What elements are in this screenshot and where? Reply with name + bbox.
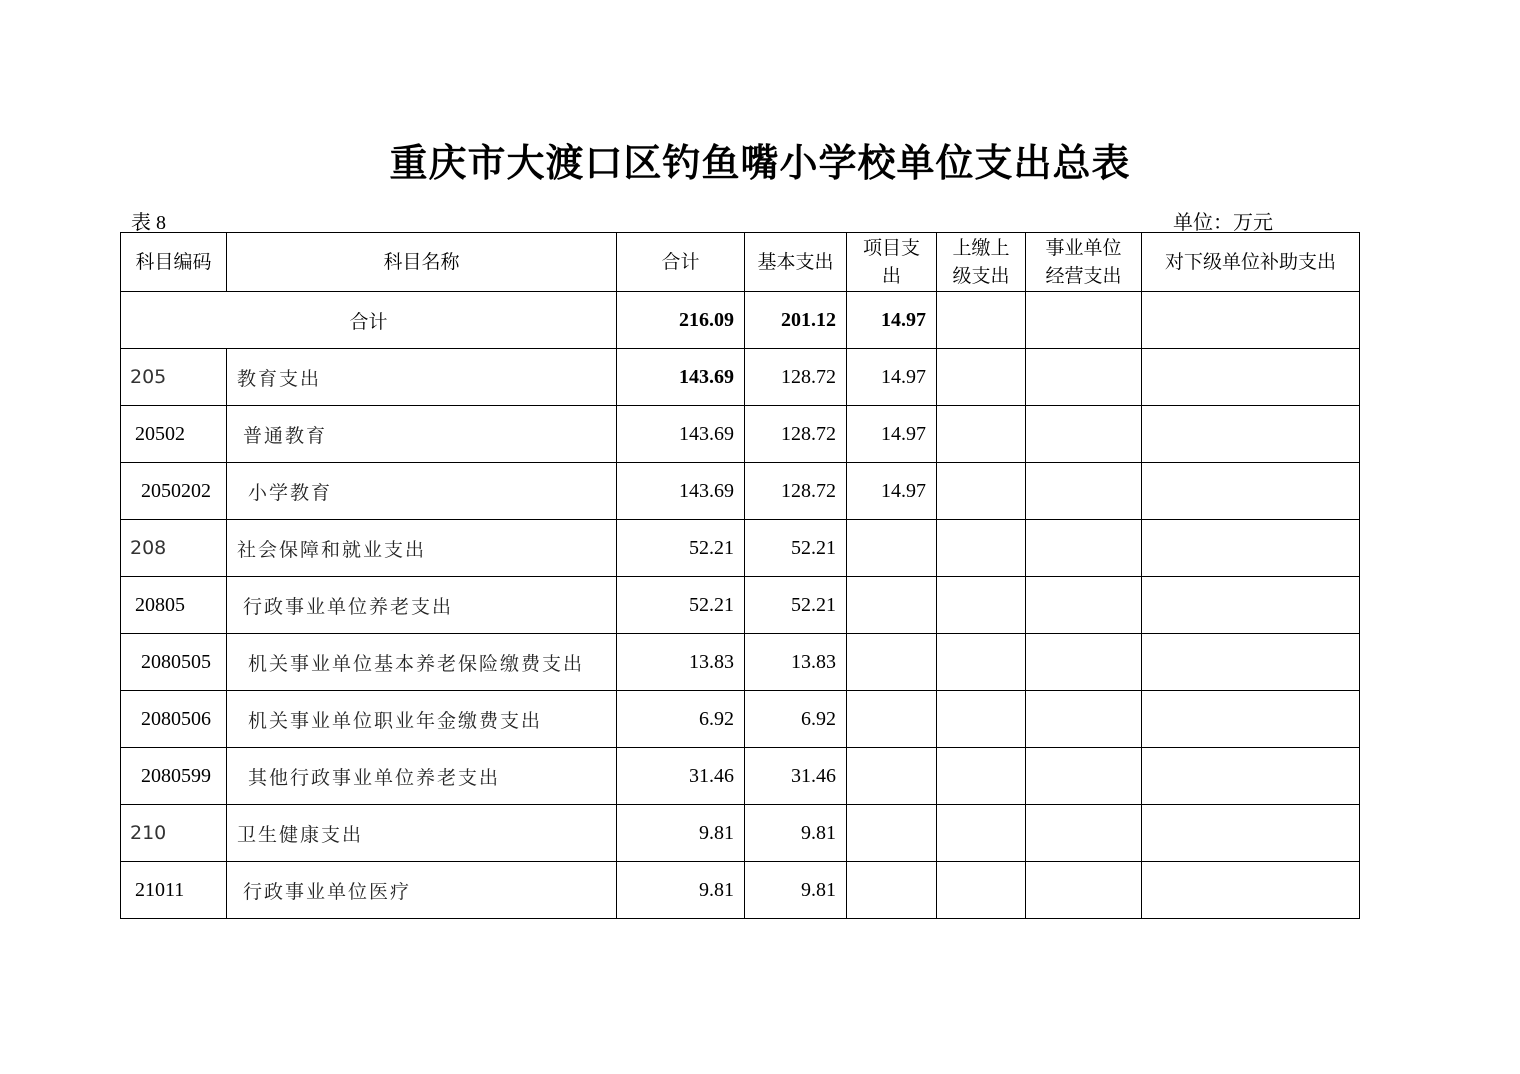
total-cell: 9.81 [617, 805, 745, 862]
total-row [121, 292, 1360, 349]
total-cell: 52.21 [617, 577, 745, 634]
subject-code-cell: 2050202 [121, 463, 227, 520]
upper-cell [937, 748, 1026, 805]
subject-code-cell: 20502 [121, 406, 227, 463]
subsidy-cell [1142, 748, 1360, 805]
business-cell [1026, 520, 1142, 577]
upper-cell [937, 463, 1026, 520]
header-total: 合计 [617, 233, 745, 292]
table-row [121, 349, 1360, 406]
header-upper: 上缴上级支出 [937, 233, 1026, 292]
total-upper-cell [937, 292, 1026, 349]
basic-cell: 128.72 [745, 463, 847, 520]
basic-cell: 9.81 [745, 805, 847, 862]
project-cell: 14.97 [847, 349, 937, 406]
subject-code-cell: 2080506 [121, 691, 227, 748]
upper-cell [937, 862, 1026, 919]
subject-code-cell: 2080505 [121, 634, 227, 691]
subsidy-cell [1142, 691, 1360, 748]
business-cell [1026, 862, 1142, 919]
basic-cell: 13.83 [745, 634, 847, 691]
subject-name-cell: 机关事业单位职业年金缴费支出 [227, 691, 617, 748]
project-cell [847, 862, 937, 919]
total-cell: 6.92 [617, 691, 745, 748]
table-row [121, 463, 1360, 520]
project-cell [847, 520, 937, 577]
basic-cell: 31.46 [745, 748, 847, 805]
business-cell [1026, 463, 1142, 520]
subsidy-cell [1142, 862, 1360, 919]
subject-code-cell: 205 [121, 349, 227, 406]
table-row [121, 634, 1360, 691]
business-cell [1026, 691, 1142, 748]
total-basic-cell: 201.12 [745, 292, 847, 349]
upper-cell [937, 634, 1026, 691]
subject-code-cell: 20805 [121, 577, 227, 634]
table-row [121, 406, 1360, 463]
table-row [121, 691, 1360, 748]
expenditure-table [120, 232, 1360, 919]
subject-name-cell: 普通教育 [227, 406, 617, 463]
total-cell: 143.69 [617, 463, 745, 520]
total-cell: 13.83 [617, 634, 745, 691]
unit-label: 单位：万元 [1173, 212, 1273, 234]
table-number: 表 8 [131, 212, 166, 234]
project-cell [847, 691, 937, 748]
upper-cell [937, 349, 1026, 406]
subsidy-cell [1142, 349, 1360, 406]
basic-cell: 9.81 [745, 862, 847, 919]
table-row [121, 520, 1360, 577]
subsidy-cell [1142, 577, 1360, 634]
project-cell [847, 748, 937, 805]
header-name: 科目名称 [227, 233, 617, 292]
total-cell: 31.46 [617, 748, 745, 805]
subject-code-cell: 210 [121, 805, 227, 862]
upper-cell [937, 577, 1026, 634]
table-row [121, 748, 1360, 805]
subsidy-cell [1142, 805, 1360, 862]
subject-name-cell: 行政事业单位养老支出 [227, 577, 617, 634]
total-cell: 143.69 [617, 406, 745, 463]
project-cell: 14.97 [847, 406, 937, 463]
header-project: 项目支出 [847, 233, 937, 292]
upper-cell [937, 406, 1026, 463]
business-cell [1026, 748, 1142, 805]
business-cell [1026, 577, 1142, 634]
business-cell [1026, 805, 1142, 862]
header-business: 事业单位经营支出 [1026, 233, 1142, 292]
basic-cell: 6.92 [745, 691, 847, 748]
total-cell: 143.69 [617, 349, 745, 406]
basic-cell: 52.21 [745, 577, 847, 634]
upper-cell [937, 520, 1026, 577]
page-title: 重庆市大渡口区钓鱼嘴小学校单位支出总表 [389, 140, 1131, 185]
subject-name-cell: 行政事业单位医疗 [227, 862, 617, 919]
subject-name-cell: 小学教育 [227, 463, 617, 520]
subject-name-cell: 其他行政事业单位养老支出 [227, 748, 617, 805]
total-business-cell [1026, 292, 1142, 349]
project-cell: 14.97 [847, 463, 937, 520]
basic-cell: 52.21 [745, 520, 847, 577]
subsidy-cell [1142, 406, 1360, 463]
table-row [121, 862, 1360, 919]
subsidy-cell [1142, 634, 1360, 691]
subject-name-cell: 教育支出 [227, 349, 617, 406]
project-cell [847, 805, 937, 862]
subject-code-cell: 2080599 [121, 748, 227, 805]
table-row [121, 577, 1360, 634]
total-label: 合计 [121, 292, 617, 349]
subject-name-cell: 卫生健康支出 [227, 805, 617, 862]
header-basic: 基本支出 [745, 233, 847, 292]
table-row [121, 805, 1360, 862]
total-project-cell: 14.97 [847, 292, 937, 349]
subsidy-cell [1142, 463, 1360, 520]
subject-name-cell: 社会保障和就业支出 [227, 520, 617, 577]
project-cell [847, 634, 937, 691]
upper-cell [937, 691, 1026, 748]
subsidy-cell [1142, 520, 1360, 577]
total-cell: 9.81 [617, 862, 745, 919]
business-cell [1026, 634, 1142, 691]
subject-name-cell: 机关事业单位基本养老保险缴费支出 [227, 634, 617, 691]
total-cell: 52.21 [617, 520, 745, 577]
header-code: 科目编码 [121, 233, 227, 292]
header-subsidy: 对下级单位补助支出 [1142, 233, 1360, 292]
basic-cell: 128.72 [745, 406, 847, 463]
upper-cell [937, 805, 1026, 862]
subject-code-cell: 208 [121, 520, 227, 577]
total-cell: 216.09 [617, 292, 745, 349]
header-row [121, 233, 1360, 292]
business-cell [1026, 406, 1142, 463]
total-subsidy-cell [1142, 292, 1360, 349]
basic-cell: 128.72 [745, 349, 847, 406]
business-cell [1026, 349, 1142, 406]
subject-code-cell: 21011 [121, 862, 227, 919]
project-cell [847, 577, 937, 634]
